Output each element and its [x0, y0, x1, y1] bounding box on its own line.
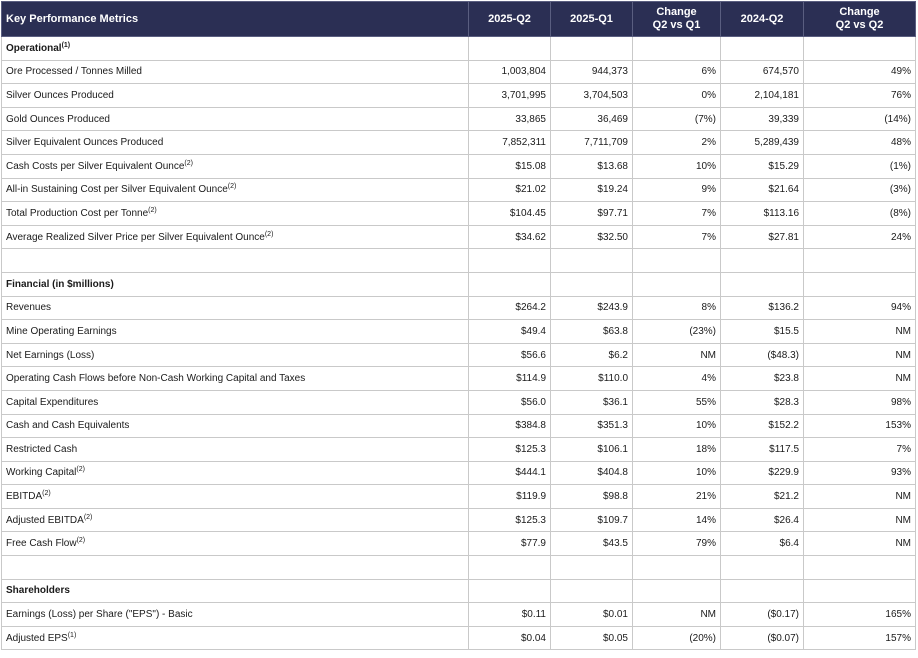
value-2024-q2: $6.4	[721, 532, 804, 556]
table-row	[2, 202, 916, 226]
row-label	[2, 556, 469, 580]
table-row	[2, 414, 916, 438]
header-change-q2-vs-q2-line1: Change	[839, 6, 880, 18]
value-2025-q2: $49.4	[469, 320, 551, 344]
value-change-q2-vs-q1	[633, 37, 721, 61]
value-change-q2-vs-q1: 79%	[633, 532, 721, 556]
value-change-q2-vs-q1	[633, 249, 721, 273]
value-2025-q2: $56.6	[469, 343, 551, 367]
value-2025-q1: $98.8	[551, 485, 633, 509]
section-title	[2, 37, 469, 61]
value-change-q2-vs-q2: (1%)	[804, 154, 916, 178]
value-change-q2-vs-q2: 157%	[804, 626, 916, 650]
value-2025-q2: 3,701,995	[469, 84, 551, 108]
footnote-marker: (2)	[227, 183, 237, 191]
row-label	[2, 438, 469, 462]
value-change-q2-vs-q1: 0%	[633, 84, 721, 108]
row-label	[2, 202, 469, 226]
value-change-q2-vs-q1: NM	[633, 603, 721, 627]
value-change-q2-vs-q2	[804, 272, 916, 296]
row-label	[2, 508, 469, 532]
row-label-text: Operational	[6, 42, 62, 54]
row-label-text: Revenues	[6, 302, 52, 314]
table-row	[2, 178, 916, 202]
value-2025-q1	[551, 272, 633, 296]
value-2025-q2: $77.9	[469, 532, 551, 556]
value-2024-q2: $15.29	[721, 154, 804, 178]
value-2024-q2: ($48.3)	[721, 343, 804, 367]
row-label-text: Silver Equivalent Ounces Produced	[6, 137, 164, 149]
table-row	[2, 367, 916, 391]
value-2025-q1: 7,711,709	[551, 131, 633, 155]
row-label-text: Adjusted EBITDA	[6, 514, 84, 526]
value-change-q2-vs-q1	[633, 556, 721, 580]
value-2024-q2: 5,289,439	[721, 131, 804, 155]
row-label	[2, 414, 469, 438]
value-2025-q1: $97.71	[551, 202, 633, 226]
table-row	[2, 485, 916, 509]
value-change-q2-vs-q1: 6%	[633, 60, 721, 84]
table-row	[2, 390, 916, 414]
row-label	[2, 84, 469, 108]
section-title	[2, 272, 469, 296]
value-change-q2-vs-q1: 21%	[633, 485, 721, 509]
row-label-text: Ore Processed / Tonnes Milled	[6, 66, 142, 78]
value-change-q2-vs-q2: 24%	[804, 225, 916, 249]
header-change-q2-vs-q2-line2: Q2 vs Q2	[835, 19, 884, 31]
section-title	[2, 579, 469, 603]
header-change-q2-vs-q1-line1: Change	[656, 6, 697, 18]
header-2025-q2: 2025-Q2	[469, 2, 551, 37]
value-change-q2-vs-q2: 48%	[804, 131, 916, 155]
section-header-row	[2, 272, 916, 296]
value-change-q2-vs-q1: 4%	[633, 367, 721, 391]
value-2025-q2	[469, 249, 551, 273]
value-2025-q1: $32.50	[551, 225, 633, 249]
value-2025-q2: $119.9	[469, 485, 551, 509]
table-row	[2, 438, 916, 462]
table-row	[2, 626, 916, 650]
value-2025-q1: $6.2	[551, 343, 633, 367]
value-2024-q2: $21.64	[721, 178, 804, 202]
section-header-row	[2, 579, 916, 603]
row-label-text: Financial (in $millions)	[6, 278, 114, 290]
header-2025-q1: 2025-Q1	[551, 2, 633, 37]
row-label-text: Cash Costs per Silver Equivalent Ounce	[6, 160, 185, 172]
value-change-q2-vs-q1	[633, 272, 721, 296]
row-label	[2, 367, 469, 391]
value-change-q2-vs-q1	[633, 579, 721, 603]
value-change-q2-vs-q2: NM	[804, 367, 916, 391]
row-label-text: Adjusted EPS	[6, 632, 68, 644]
value-2025-q1: $13.68	[551, 154, 633, 178]
value-2025-q2: 1,003,804	[469, 60, 551, 84]
value-change-q2-vs-q2: (8%)	[804, 202, 916, 226]
value-change-q2-vs-q1: 9%	[633, 178, 721, 202]
value-2025-q2: $0.04	[469, 626, 551, 650]
value-2025-q1: $109.7	[551, 508, 633, 532]
row-label	[2, 626, 469, 650]
row-label-text: Free Cash Flow	[6, 538, 77, 550]
value-2025-q1: 3,704,503	[551, 84, 633, 108]
footnote-marker: (2)	[148, 206, 157, 214]
row-label	[2, 131, 469, 155]
value-2024-q2: $136.2	[721, 296, 804, 320]
spacer-row	[2, 249, 916, 273]
value-2024-q2: 39,339	[721, 107, 804, 131]
value-2025-q1: 36,469	[551, 107, 633, 131]
row-label-text: EBITDA	[6, 491, 43, 503]
value-2025-q1: $19.24	[551, 178, 633, 202]
row-label-text: Operating Cash Flows before Non-Cash Working Capital and Taxes	[6, 373, 306, 385]
value-2024-q2	[721, 272, 804, 296]
value-change-q2-vs-q1: 10%	[633, 414, 721, 438]
value-2025-q2: $104.45	[469, 202, 551, 226]
value-change-q2-vs-q2: 49%	[804, 60, 916, 84]
value-change-q2-vs-q2: NM	[804, 485, 916, 509]
value-2025-q1: $63.8	[551, 320, 633, 344]
value-2024-q2	[721, 249, 804, 273]
row-label	[2, 343, 469, 367]
row-label-text: Capital Expenditures	[6, 396, 99, 408]
row-label-text: Silver Ounces Produced	[6, 89, 114, 101]
table-row	[2, 84, 916, 108]
value-change-q2-vs-q1: 8%	[633, 296, 721, 320]
value-2025-q1: $404.8	[551, 461, 633, 485]
value-change-q2-vs-q1: 7%	[633, 202, 721, 226]
value-change-q2-vs-q2: NM	[804, 320, 916, 344]
value-2025-q1: $43.5	[551, 532, 633, 556]
header-2024-q2: 2024-Q2	[721, 2, 804, 37]
row-label-text: Gold Ounces Produced	[6, 113, 110, 125]
value-2025-q2: $56.0	[469, 390, 551, 414]
value-2024-q2: $27.81	[721, 225, 804, 249]
value-2025-q1	[551, 249, 633, 273]
row-label-text: Mine Operating Earnings	[6, 325, 117, 337]
value-2025-q1	[551, 579, 633, 603]
value-change-q2-vs-q1: 2%	[633, 131, 721, 155]
value-2024-q2: $26.4	[721, 508, 804, 532]
value-change-q2-vs-q1: NM	[633, 343, 721, 367]
value-2025-q1: $0.01	[551, 603, 633, 627]
value-2025-q1: $0.05	[551, 626, 633, 650]
value-2025-q2	[469, 579, 551, 603]
value-2024-q2: $15.5	[721, 320, 804, 344]
row-label	[2, 390, 469, 414]
value-2025-q1: $106.1	[551, 438, 633, 462]
value-change-q2-vs-q2: (3%)	[804, 178, 916, 202]
row-label-text: Shareholders	[6, 585, 70, 597]
value-change-q2-vs-q1: 55%	[633, 390, 721, 414]
value-2024-q2	[721, 37, 804, 61]
footnote-marker: (2)	[184, 159, 193, 167]
value-change-q2-vs-q2	[804, 579, 916, 603]
table-row	[2, 154, 916, 178]
row-label-text: Cash and Cash Equivalents	[6, 420, 130, 432]
value-change-q2-vs-q1: 14%	[633, 508, 721, 532]
row-label	[2, 485, 469, 509]
header-change-q2-vs-q1-line2: Q2 vs Q1	[652, 19, 701, 31]
row-label-text: Total Production Cost per Tonne	[6, 207, 149, 219]
value-change-q2-vs-q2: 76%	[804, 84, 916, 108]
value-2025-q2: $125.3	[469, 438, 551, 462]
value-2024-q2	[721, 579, 804, 603]
row-label-text: Average Realized Silver Price per Silver Equivalent Ounce	[6, 231, 265, 243]
value-2024-q2: ($0.17)	[721, 603, 804, 627]
value-change-q2-vs-q2: NM	[804, 508, 916, 532]
value-2025-q2: $34.62	[469, 225, 551, 249]
value-change-q2-vs-q2: 93%	[804, 461, 916, 485]
table-row	[2, 296, 916, 320]
value-2024-q2: $117.5	[721, 438, 804, 462]
row-label-text: Earnings (Loss) per Share ("EPS") - Basic	[6, 609, 193, 621]
header-title: Key Performance Metrics	[2, 2, 469, 37]
row-label	[2, 532, 469, 556]
value-2025-q1	[551, 556, 633, 580]
value-2024-q2: $28.3	[721, 390, 804, 414]
table-row	[2, 107, 916, 131]
footnote-marker: (2)	[76, 466, 85, 474]
value-2025-q1: 944,373	[551, 60, 633, 84]
value-2025-q2: $114.9	[469, 367, 551, 391]
row-label	[2, 461, 469, 485]
value-change-q2-vs-q2	[804, 249, 916, 273]
value-2025-q2	[469, 556, 551, 580]
value-2025-q2: $264.2	[469, 296, 551, 320]
value-2025-q1: $351.3	[551, 414, 633, 438]
key-performance-metrics-table	[1, 1, 916, 650]
table-row	[2, 131, 916, 155]
row-label	[2, 225, 469, 249]
value-2024-q2: $229.9	[721, 461, 804, 485]
footnote-marker: (2)	[264, 230, 274, 238]
value-change-q2-vs-q2: NM	[804, 343, 916, 367]
header-change-q2-vs-q1	[633, 2, 721, 37]
row-label	[2, 296, 469, 320]
value-2025-q2: $21.02	[469, 178, 551, 202]
table-row	[2, 320, 916, 344]
value-change-q2-vs-q1: 18%	[633, 438, 721, 462]
value-2024-q2	[721, 556, 804, 580]
value-2025-q2	[469, 37, 551, 61]
section-header-row	[2, 37, 916, 61]
value-change-q2-vs-q2: (14%)	[804, 107, 916, 131]
table-row	[2, 343, 916, 367]
footnote-marker: (2)	[42, 490, 51, 498]
footnote-marker: (2)	[76, 537, 86, 545]
row-label-text: Restricted Cash	[6, 443, 78, 455]
value-2025-q1	[551, 37, 633, 61]
header-row	[2, 2, 916, 37]
value-change-q2-vs-q2: 98%	[804, 390, 916, 414]
row-label	[2, 249, 469, 273]
header-change-q2-vs-q2	[804, 2, 916, 37]
value-2024-q2: $21.2	[721, 485, 804, 509]
value-change-q2-vs-q1: 10%	[633, 154, 721, 178]
value-change-q2-vs-q2	[804, 37, 916, 61]
footnote-marker: (1)	[67, 631, 77, 639]
row-label	[2, 178, 469, 202]
value-2024-q2: 674,570	[721, 60, 804, 84]
value-2025-q2: 7,852,311	[469, 131, 551, 155]
value-2025-q2: 33,865	[469, 107, 551, 131]
value-change-q2-vs-q1: 10%	[633, 461, 721, 485]
row-label-text: Net Earnings (Loss)	[6, 349, 95, 361]
row-label	[2, 154, 469, 178]
table-row	[2, 532, 916, 556]
value-2025-q2: $444.1	[469, 461, 551, 485]
value-2024-q2: 2,104,181	[721, 84, 804, 108]
row-label-text: Working Capital	[6, 467, 77, 479]
value-change-q2-vs-q2: 94%	[804, 296, 916, 320]
row-label	[2, 107, 469, 131]
value-change-q2-vs-q1: (23%)	[633, 320, 721, 344]
value-2025-q1: $243.9	[551, 296, 633, 320]
table-row	[2, 225, 916, 249]
value-2024-q2: $23.8	[721, 367, 804, 391]
value-2025-q2: $0.11	[469, 603, 551, 627]
value-change-q2-vs-q1: (20%)	[633, 626, 721, 650]
row-label	[2, 603, 469, 627]
row-label	[2, 320, 469, 344]
value-change-q2-vs-q2: NM	[804, 532, 916, 556]
footnote-marker: (1)	[61, 41, 71, 49]
value-change-q2-vs-q1: 7%	[633, 225, 721, 249]
value-change-q2-vs-q2: 153%	[804, 414, 916, 438]
value-2025-q1: $110.0	[551, 367, 633, 391]
spacer-row	[2, 556, 916, 580]
value-2025-q2	[469, 272, 551, 296]
row-label	[2, 60, 469, 84]
table-row	[2, 603, 916, 627]
footnote-marker: (2)	[83, 513, 93, 521]
value-2025-q1: $36.1	[551, 390, 633, 414]
value-2024-q2: ($0.07)	[721, 626, 804, 650]
value-change-q2-vs-q2: 165%	[804, 603, 916, 627]
value-change-q2-vs-q1: (7%)	[633, 107, 721, 131]
table-body	[2, 37, 916, 650]
value-2024-q2: $113.16	[721, 202, 804, 226]
row-label-text: All-in Sustaining Cost per Silver Equivalent Ounce	[6, 184, 228, 196]
value-change-q2-vs-q2: 7%	[804, 438, 916, 462]
table-row	[2, 508, 916, 532]
value-change-q2-vs-q2	[804, 556, 916, 580]
value-2024-q2: $152.2	[721, 414, 804, 438]
table-row	[2, 461, 916, 485]
value-2025-q2: $125.3	[469, 508, 551, 532]
value-2025-q2: $384.8	[469, 414, 551, 438]
value-2025-q2: $15.08	[469, 154, 551, 178]
table-header	[2, 2, 916, 37]
table-row	[2, 60, 916, 84]
